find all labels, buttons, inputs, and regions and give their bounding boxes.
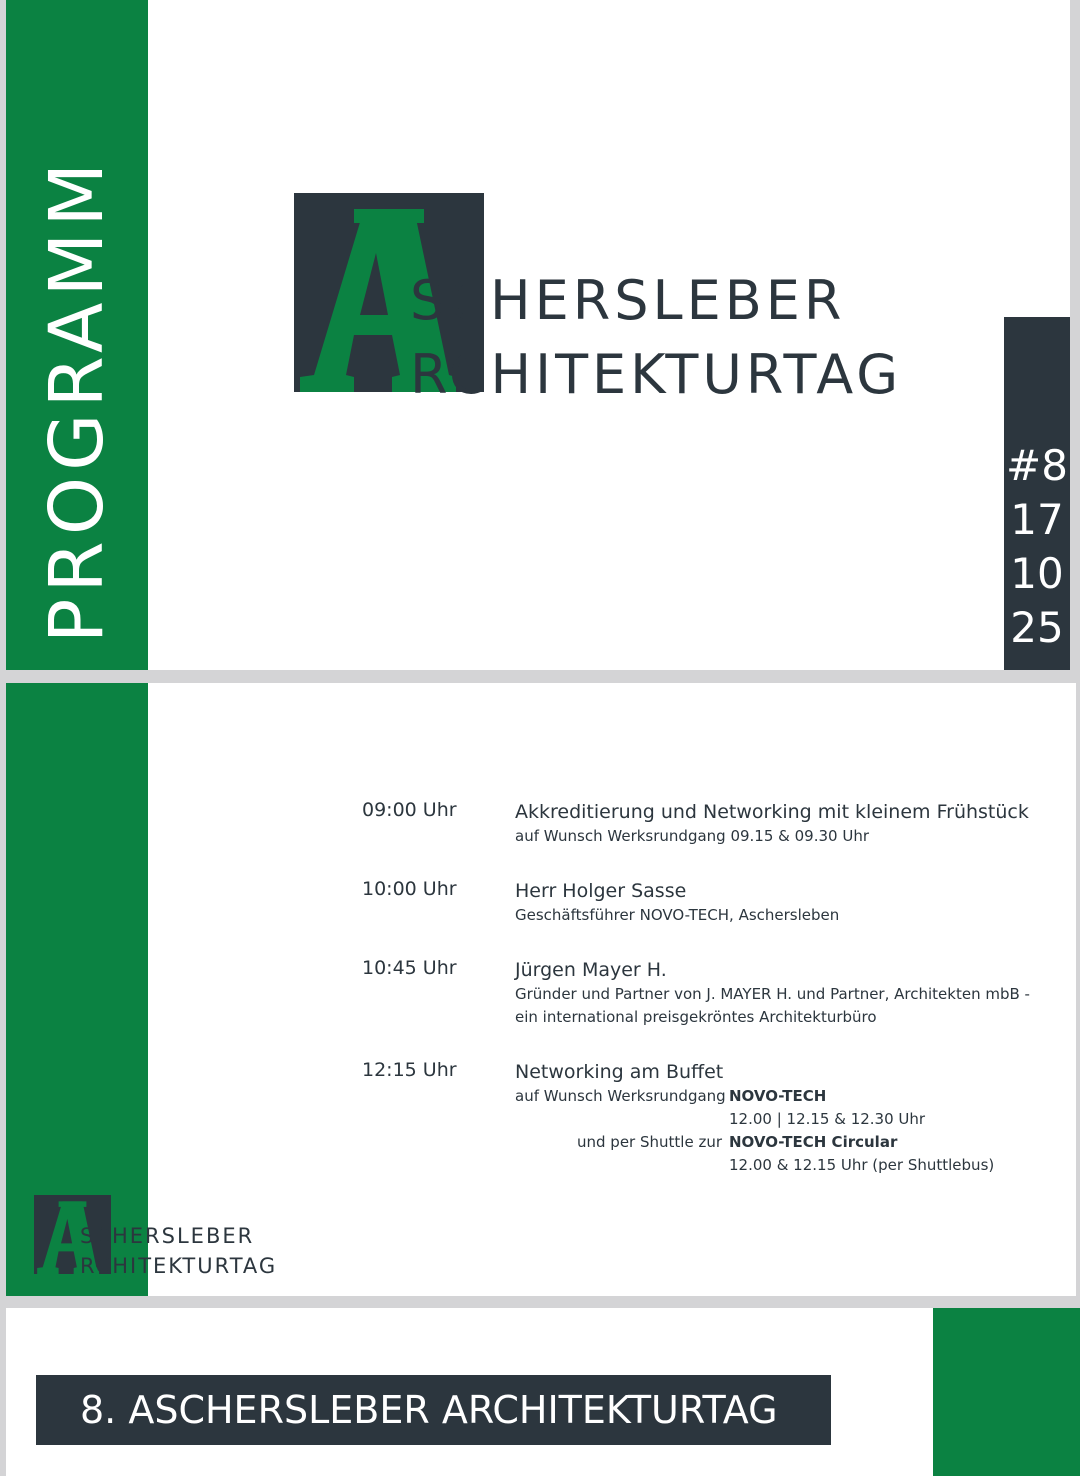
tour-label: auf Wunsch Werksrundgang: [515, 1087, 726, 1105]
item-time: 09:00 Uhr: [362, 799, 457, 821]
logo-word-2: RCHITEKTURTAG: [80, 1254, 278, 1278]
logo-word-1: SCHERSLEBER: [410, 269, 846, 332]
item-subtitle: Gründer und Partner von J. MAYER H. und Partner, Architekten mbB -: [515, 985, 1030, 1003]
date-year: 25: [1010, 603, 1064, 652]
programm-title: PROGRAMM: [34, 156, 120, 644]
item-time: 10:45 Uhr: [362, 957, 457, 979]
item-subtitle: ein international preisgekröntes Architekturbüro: [515, 1008, 877, 1026]
footer-logo: [34, 1195, 294, 1280]
schedule-panel: [6, 683, 1076, 1296]
item-title: Herr Holger Sasse: [515, 880, 687, 902]
date-day: 17: [1010, 495, 1064, 544]
tour-row: [515, 1131, 898, 1154]
item-time: 10:00 Uhr: [362, 878, 457, 900]
tour-label: und per Shuttle zur: [577, 1133, 722, 1151]
event-banner: 8. ASCHERSLEBER ARCHITEKTURTAG: [36, 1375, 831, 1445]
event-logo: [294, 193, 914, 406]
item-title: Akkreditierung und Networking mit kleinem Frühstück: [515, 801, 1029, 823]
date-badge: [1004, 317, 1070, 670]
logo-word-2: RCHITEKTURTAG: [410, 343, 903, 406]
schedule-item: [362, 1059, 995, 1177]
schedule-item: [362, 878, 839, 927]
tour-times: 12.00 | 12.15 & 12.30 Uhr: [729, 1110, 926, 1128]
tour-row: [515, 1085, 827, 1108]
logo-word-1: SCHERSLEBER: [80, 1224, 255, 1248]
cover-green-bar: [6, 0, 148, 670]
tour-table: [515, 1085, 995, 1177]
date-month: 10: [1010, 549, 1064, 598]
item-title: Networking am Buffet: [515, 1061, 724, 1083]
edition-number: #8: [1006, 441, 1068, 490]
item-time: 12:15 Uhr: [362, 1059, 457, 1081]
tour-site: NOVO-TECH Circular: [729, 1133, 898, 1151]
item-title: Jürgen Mayer H.: [515, 959, 667, 981]
schedule-item: [362, 957, 1030, 1029]
banner-green-block: [933, 1308, 1080, 1476]
tour-times: 12.00 & 12.15 Uhr (per Shuttlebus): [729, 1156, 995, 1174]
tour-row: [515, 1154, 995, 1177]
banner-panel: [6, 1308, 1080, 1476]
schedule-item: [362, 799, 1029, 848]
item-subtitle: Geschäftsführer NOVO-TECH, Aschersleben: [515, 906, 840, 924]
item-subtitle: auf Wunsch Werksrundgang 09.15 & 09.30 Uhr: [515, 827, 869, 845]
tour-site: NOVO-TECH: [729, 1087, 827, 1105]
tour-row: [515, 1108, 926, 1131]
cover-panel: [6, 0, 1070, 670]
